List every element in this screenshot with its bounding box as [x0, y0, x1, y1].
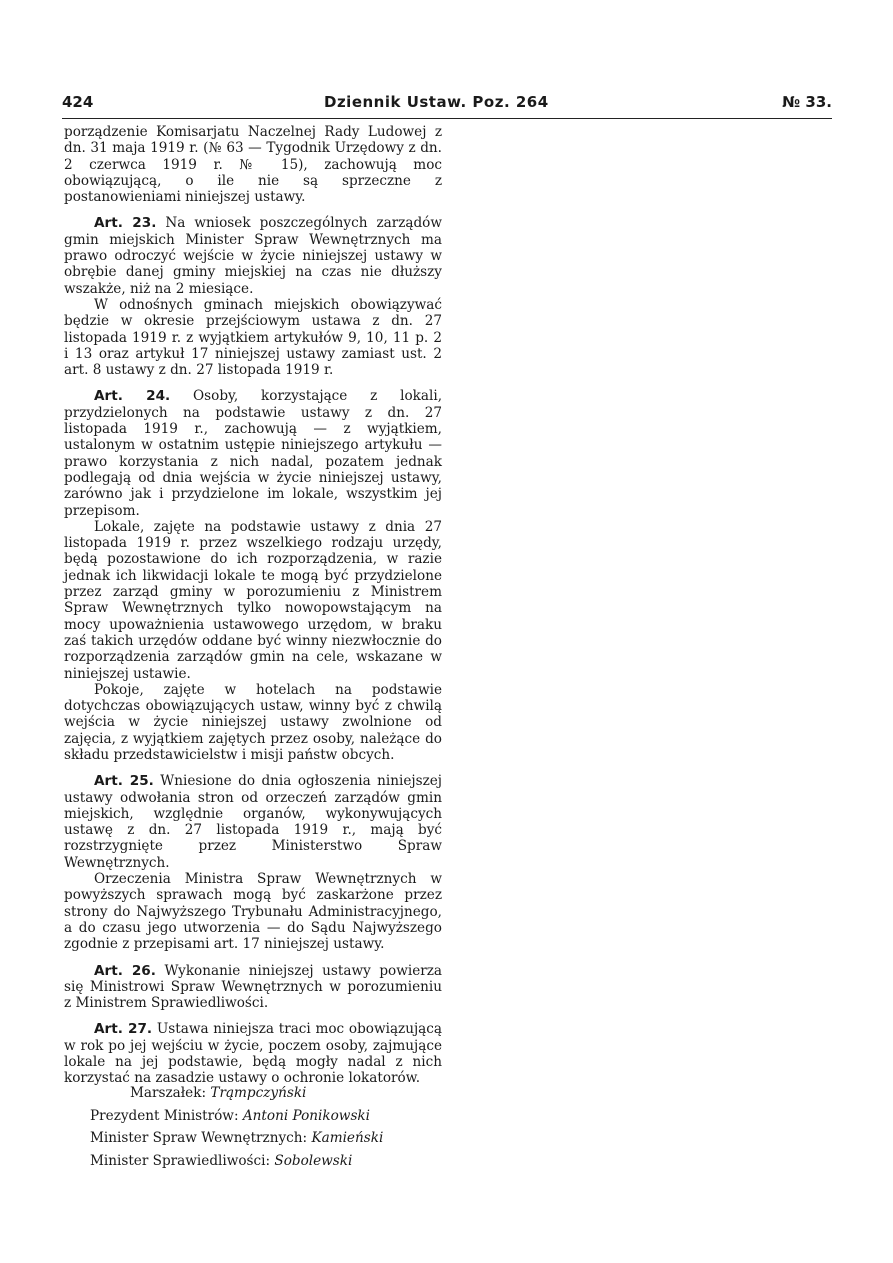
article-label: Art. 27. [94, 1021, 153, 1038]
signature-line: Minister Spraw Wewnętrznych: Kamieński [90, 1130, 384, 1146]
signature-line: Marszałek: Trąmpczyński [130, 1085, 307, 1101]
signature-line: Prezydent Ministrów: Antoni Ponikowski [90, 1107, 371, 1124]
page-number: 424 [62, 93, 94, 111]
paragraph: Lokale, zajęte na podstawie ustawy z dnia 27 listopada 1919 r. przez wszelkiego rodzaju urzędy, będą pozostawione do ich rozporządzenia, w razie jednak ich likwidacji lokale te mogą być przydzielone przez zarząd gminy w porozumieniu z Ministrem Spraw Wewnętrznych tylko nowopowstającym na mocy upoważnienia ustawowego urzędom, w braku zaś takich urzędów oddane być winny niezwłocznie do rozporządzenia zarządów gmin na cele, wskazane w niniejszej ustawie. [64, 518, 442, 682]
article-label: Art. 25. [94, 773, 154, 790]
article-label: Art. 23. [94, 215, 157, 232]
signature-block [90, 1082, 450, 1172]
article-24: Art. 24. Osoby, korzystające z lokali, przydzielonych na podstawie ustawy z dn. 27 listopada 1919 r., zachowują — z wyjątkiem, ustalonym w ostatnim ustępie niniejszego artykułu — prawo korzystania z nich nadal, pozatem jednak podlegają od dnia wejścia w życie niniejszej ustawy, zarówno jak i przydzielone im lokale, wszystkim jej przepisom. [64, 388, 443, 519]
article-26: Art. 26. Wykonanie niniejszej ustawy powierza się Ministrowi Spraw Wewnętrznych w porozumieniu z Ministrem Sprawiedliwości. [64, 962, 443, 1012]
journal-reference: Dziennik Ustaw. Poz. 264 [324, 93, 549, 111]
header-rule [62, 118, 832, 119]
article-25: Art. 25. Wniesione do dnia ogłoszenia niniejszej ustawy odwołania stron od orzeczeń zarządów gmin miejskich, względnie organów, wykonywujących ustawę z dn. 27 listopada 1919 r., mają być rozstrzygnięte przez Ministerstwo Spraw Wewnętrznych. [64, 773, 442, 871]
article-label: Art. 26. [94, 962, 156, 979]
text-column [64, 124, 442, 1087]
page-header [62, 91, 832, 117]
paragraph-continued: porządzenie Komisarjatu Naczelnej Rady Ludowej z dn. 31 maja 1919 r. (№ 63 — Tygodnik Urzędowy z dn. 2 czerwca 1919 r. № 15), zachowują moc obowiązującą, o ile nie są sprzeczne z postanowieniami niniejszej ustawy. [64, 124, 442, 206]
signature-line: Minister Sprawiedliwości: Sobolewski [90, 1152, 353, 1169]
article-27: Art. 27. Ustawa niniejsza traci moc obowiązującą w rok po jej wejściu w życie, poczem osoby, zajmujące lokale na jej podstawie, będą mogły nadal z nich korzystać na zasadzie ustawy o ochronie lokatorów. [64, 1021, 443, 1087]
paragraph: W odnośnych gminach miejskich obowiązywać będzie w okresie przejściowym ustawa z dn. 27 listopada 1919 r. z wyjątkiem artykułów 9, 10, 11 p. 2 i 13 oraz artykuł 17 niniejszej ustawy zamiast ust. 2 art. 8 ustawy z dn. 27 listopada 1919 r. [64, 296, 442, 379]
paragraph: Orzeczenia Ministra Spraw Wewnętrznych w powyższych sprawach mogą być zaskarżone przez strony do Najwyższego Trybunału Administracyjnego, a do czasu jego utworzenia — do Sądu Najwyższego zgodnie z przepisami art. 17 niniejszej ustawy. [64, 871, 442, 953]
article-label: Art. 24. [94, 388, 171, 405]
issue-number: № 33. [782, 93, 832, 111]
paragraph: Pokoje, zajęte w hotelach na podstawie dotychczas obowiązujących ustaw, winny być z chwilą wejścia w życie niniejszej ustawy zwolnione od zajęcia, z wyjątkiem zajętych przez osoby, należące do składu przedstawicielstw i misji państw obcych. [64, 681, 442, 763]
article-23: Art. 23. Na wniosek poszczególnych zarządów gmin miejskich Minister Spraw Wewnętrznych ma prawo odroczyć wejście w życie niniejszej ustawy w obrębie danej gminy miejskiej na czas nie dłuższy wszakże, niż na 2 miesiące. [64, 215, 443, 297]
